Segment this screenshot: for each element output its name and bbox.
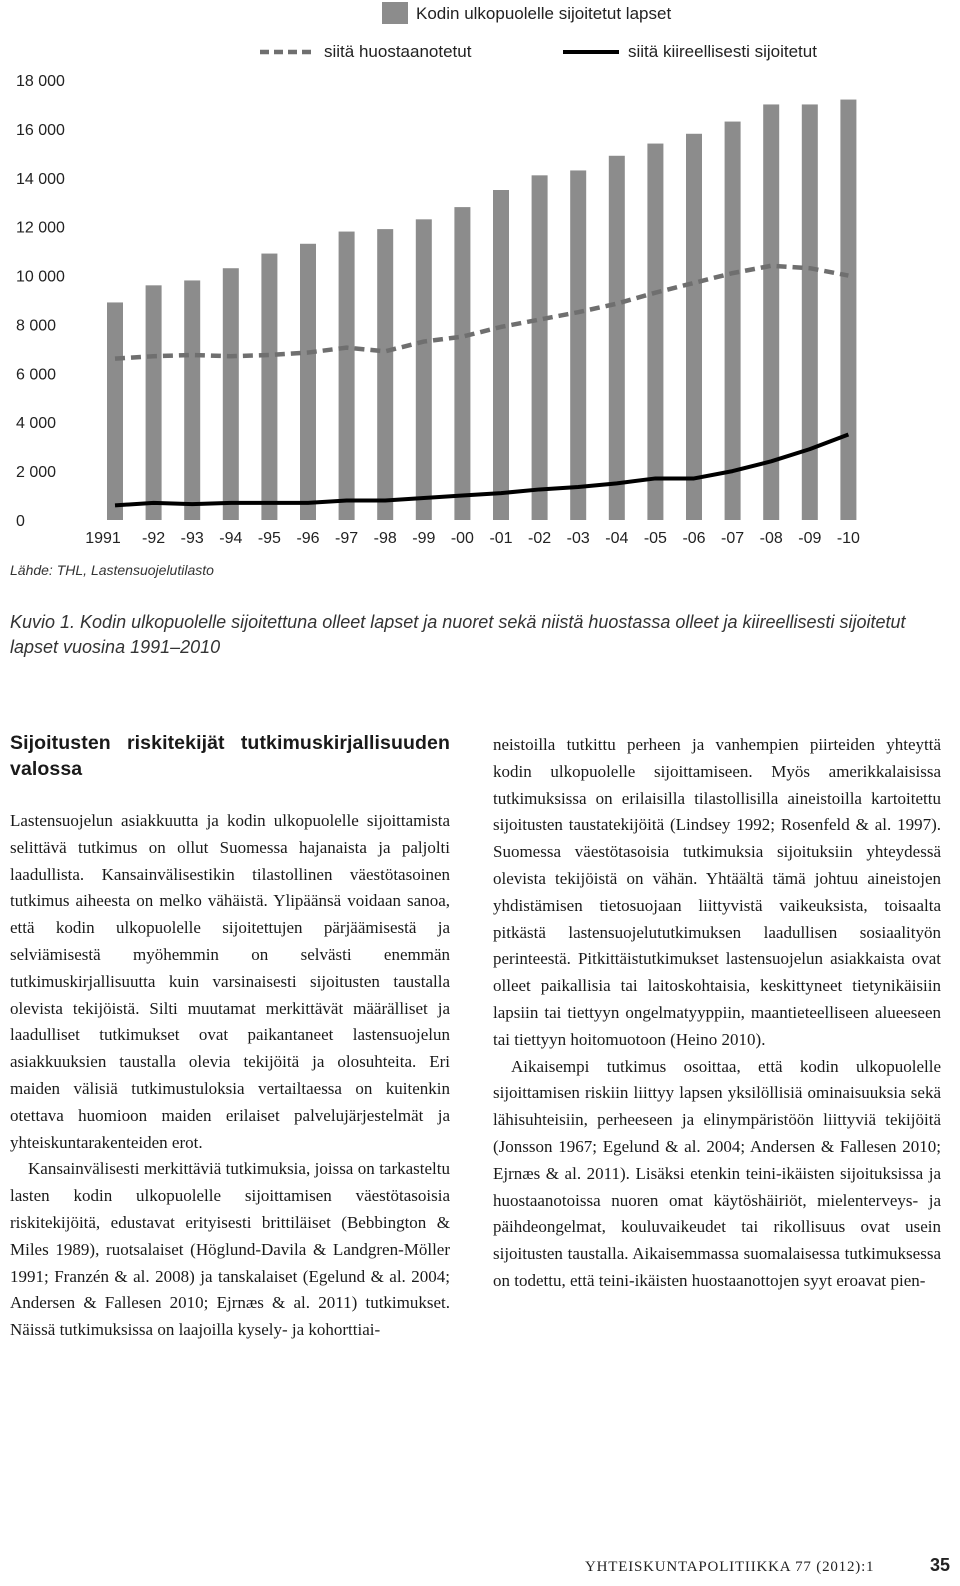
x-axis [85, 530, 860, 547]
x-tick-label: -01 [489, 530, 513, 547]
y-tick-label: 14 000 [16, 170, 65, 188]
journal-name: YHTEISKUNTAPOLITIIKKA 77 (2012):1 [585, 1559, 875, 1575]
paragraph: Aikaisempi tutkimus osoittaa, että kodin ulkopuolelle sijoittamisen riskiin liittyy lapsen yksilöllisiä ominaisuuksia sekä lähisuhteisiin, perheeseen ja elinympäristöön liittyviä tekijöitä (Jonsson 1967; Egelund & al. 2004; Andersen & Fallesen 2010; Ejrnæs & al. 2011). Lisäksi etenkin teini-ikäisten sijoituksissa ja huostaanotoissa nuoren omat käytöshäiriöt, mielenterveys- ja päihdeongelmat, kouluvaikeudet tai rikollisuus ovat usein sijoitusten taustalla. Aikaisemmassa suomalaisessa tutkimuksessa on todettu, että teini-ikäisten huostaanottojen syyt eroavat pien- [493, 1056, 941, 1290]
bar [686, 134, 702, 520]
x-tick-label: 1991 [85, 530, 121, 547]
legend-swatch-bar [382, 2, 408, 24]
y-tick-label: 10 000 [16, 268, 65, 286]
legend-label-solid: siitä kiireellisesti sijoitetut [628, 42, 817, 61]
bar [802, 104, 818, 520]
bar [377, 229, 393, 520]
y-tick-label: 16 000 [16, 121, 65, 139]
x-tick-label: -98 [373, 530, 397, 547]
y-tick-label: 12 000 [16, 219, 65, 237]
x-tick-label: -93 [180, 530, 204, 547]
x-tick-label: -99 [412, 530, 436, 547]
y-tick-label: 18 000 [16, 73, 65, 90]
article-column-right [493, 732, 941, 1295]
bar [532, 175, 548, 520]
x-tick-label: -94 [219, 530, 243, 547]
chart-source: Lähde: THL, Lastensuojelutilasto [10, 562, 214, 578]
bar [609, 156, 625, 520]
x-tick-label: -05 [643, 530, 667, 547]
x-tick-label: -10 [836, 530, 860, 547]
figure-caption: Kuvio 1. Kodin ulkopuolelle sijoitettuna olleet lapset ja nuoret sekä niistä huostassa olleet ja kiireellisesti sijoitetut lapset vuosina 1991–2010 [10, 612, 906, 657]
x-tick-label: -96 [296, 530, 320, 547]
bar [146, 285, 162, 520]
section-heading: Sijoitusten riskitekijät tutkimuskirjallisuuden valossa [10, 732, 450, 780]
y-tick-label: 8 000 [16, 317, 57, 335]
bar [261, 254, 277, 520]
y-axis [16, 73, 65, 530]
bar [570, 170, 586, 520]
y-tick-label: 2 000 [16, 464, 57, 482]
bar [107, 302, 123, 520]
bar [339, 232, 355, 520]
bar [184, 280, 200, 520]
bar-series [107, 100, 856, 520]
page-number: 35 [929, 1555, 950, 1575]
bar [647, 144, 663, 520]
x-tick-label: -06 [682, 530, 706, 547]
bar [223, 268, 239, 520]
chart [0, 0, 960, 590]
y-tick-label: 0 [16, 513, 25, 530]
chart-legend [260, 2, 817, 61]
x-tick-label: -03 [566, 530, 590, 547]
bar [725, 122, 741, 520]
x-tick-label: -97 [335, 530, 359, 547]
x-tick-label: -07 [721, 530, 745, 547]
paragraph: neistoilla tutkittu perheen ja vanhempien piirteiden yhteyttä kodin ulkopuolelle sijoittamiseen. Myös amerikkalaisissa tutkimuksissa on erilaisilla tilastollisilla aineistoilla kartoitettu sijoitusten taustatekijöitä (Lindsey 1992; Rosenfeld & al. 1997). Suomessa väestötasoisia tutkimuksia sijoituksiin yhteydessä olevista tekijöistä on vähän. Yhtäältä tämä johtuu aineistojen yhdistämisen tietosuojaan liittyvistä vaikeuksista, toisaalta pitkästä lastensuojelututkimuksen laadullisen sosiaalityön perinteestä. Pitkittäistutkimukset lastensuojelun asiakkaista ovat olleet paikallisia tai laitoskohtaisia, keskittyneet tietynikäisiin lapsiin tai tiettyyn ongelmatyyppiin, maantieteelliseen alueeseen tai tiettyyn hoitomuotoon (Heino 2010). [493, 735, 941, 1049]
x-tick-label: -00 [450, 530, 474, 547]
page-footer [585, 1555, 950, 1576]
legend-label-dashed: siitä huostaanotetut [324, 42, 472, 61]
bar [300, 244, 316, 520]
paragraph: Kansainvälisesti merkittäviä tutkimuksia, joissa on tarkasteltu lasten kodin ulkopuolelle sijoittamisen väestötasoisia riskitekijöitä, edustavat erityisesti brittiläiset (Bebbington & Miles 1989), ruotsalaiset (Höglund-Davila & Landgren-Möller 1991; Franzén & al. 2008) ja tanskalaiset (Egelund & al. 2004; Andersen & Fallesen 2010; Ejrnæs & al. 2011) tutkimukset. Näissä tutkimuksissa on laajoilla kysely- ja kohorttiai- [10, 1159, 450, 1340]
x-tick-label: -02 [528, 530, 552, 547]
paragraph: Lastensuojelun asiakkuutta ja kodin ulkopuolelle sijoittamista selittävä tutkimus on ollut Suomessa hajanaista ja paljolti laadullista. Kansainvälisestikin tilastollinen väestötasoinen tutkimus aiheesta on melko vähäistä. Ylipäänsä voidaan sanoa, että kodin ulkopuolelle sijoitettujen pärjäämisestä ja selviämisestä myöhemmin on selvästi enemmän tutkimuskirjallisuutta kuin varsinaisesti sijoitusten taustalla olevista tekijöistä. Silti muutamat merkittävät määrälliset ja laadulliset tutkimukset ovat paikantaneet lastensuojelun asiakkuuksien taustalla olevia tekijöitä ja olosuhteita. Eri maiden välisiä tutkimustuloksia vertailtaessa on kuitenkin otettava huomioon maiden erilaiset palvelujärjestelmät ja yhteiskuntarakenteiden erot. [10, 811, 450, 1152]
y-tick-label: 4 000 [16, 415, 57, 433]
bar [840, 100, 856, 520]
x-tick-label: -95 [257, 530, 281, 547]
x-tick-label: -04 [605, 530, 629, 547]
x-tick-label: -09 [798, 530, 822, 547]
article-column-left [10, 730, 450, 1344]
x-tick-label: -08 [759, 530, 783, 547]
legend-label-bar: Kodin ulkopuolelle sijoitetut lapset [416, 4, 672, 23]
x-tick-label: -92 [142, 530, 166, 547]
bar [493, 190, 509, 520]
y-tick-label: 6 000 [16, 366, 57, 384]
bar [416, 219, 432, 520]
bar [454, 207, 470, 520]
